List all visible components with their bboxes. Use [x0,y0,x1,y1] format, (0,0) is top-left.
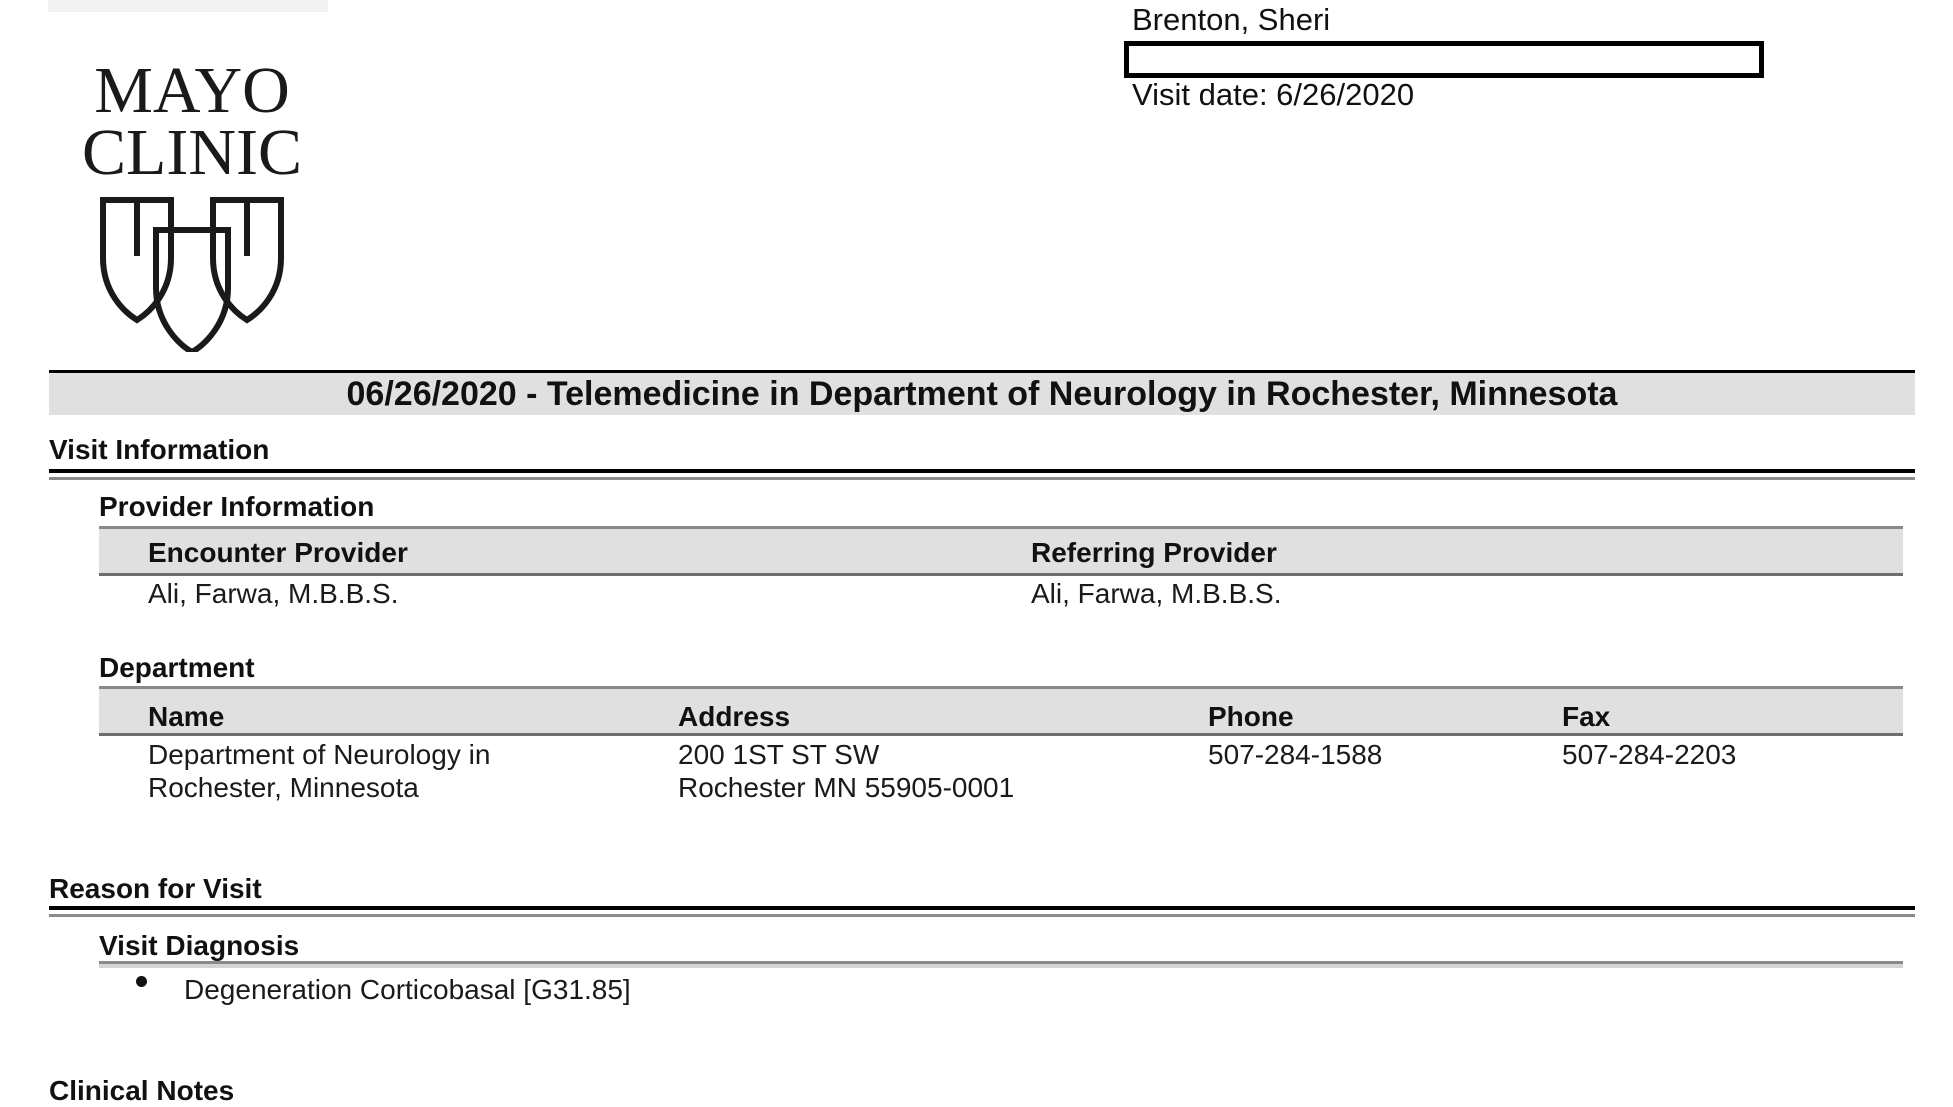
column-name: Name [148,701,225,732]
column-fax: Fax [1562,701,1611,732]
provider-information-heading: Provider Information [99,491,375,522]
reason-for-visit-heading: Reason for Visit [49,873,262,904]
top-strip [48,0,328,12]
provider-table-header [99,526,1903,576]
referring-provider-value: Ali, Farwa, M.B.B.S. [1031,578,1282,609]
department-name-line1: Department of Neurology in [148,739,491,770]
visit-date: Visit date: 6/26/2020 [1132,77,1415,112]
department-table-header [99,686,1903,736]
department-phone: 507-284-1588 [1208,739,1383,770]
department-fax: 507-284-2203 [1562,739,1737,770]
visit-diagnosis-rule [99,961,1903,968]
department-heading: Department [99,652,255,683]
diagnosis-item: Degeneration Corticobasal [G31.85] [184,974,631,1005]
column-encounter-provider: Encounter Provider [148,537,408,568]
logo-text-line2: CLINIC [82,116,302,189]
department-address-line2: Rochester MN 55905-0001 [678,772,1015,803]
visit-information-rule [49,469,1915,480]
page-title: 06/26/2020 - Telemedicine in Department of Neurology in Rochester, Minnesota [346,375,1618,413]
clinical-notes-heading: Clinical Notes [49,1075,235,1106]
shields-icon [103,200,281,352]
column-address: Address [678,701,791,732]
mayo-clinic-logo [58,52,326,352]
visit-diagnosis-heading: Visit Diagnosis [99,930,300,961]
list-bullet [136,976,147,987]
column-phone: Phone [1208,701,1294,732]
encounter-provider-value: Ali, Farwa, M.B.B.S. [148,578,399,609]
visit-information-heading: Visit Information [49,434,270,465]
department-address-line1: 200 1ST ST SW [678,739,880,770]
reason-for-visit-rule [49,906,1915,917]
logo-text-line1: MAYO [94,54,290,127]
redaction-box [1124,41,1764,78]
department-name-line2: Rochester, Minnesota [148,772,419,803]
column-referring-provider: Referring Provider [1031,537,1277,568]
patient-name: Brenton, Sheri [1132,2,1331,37]
